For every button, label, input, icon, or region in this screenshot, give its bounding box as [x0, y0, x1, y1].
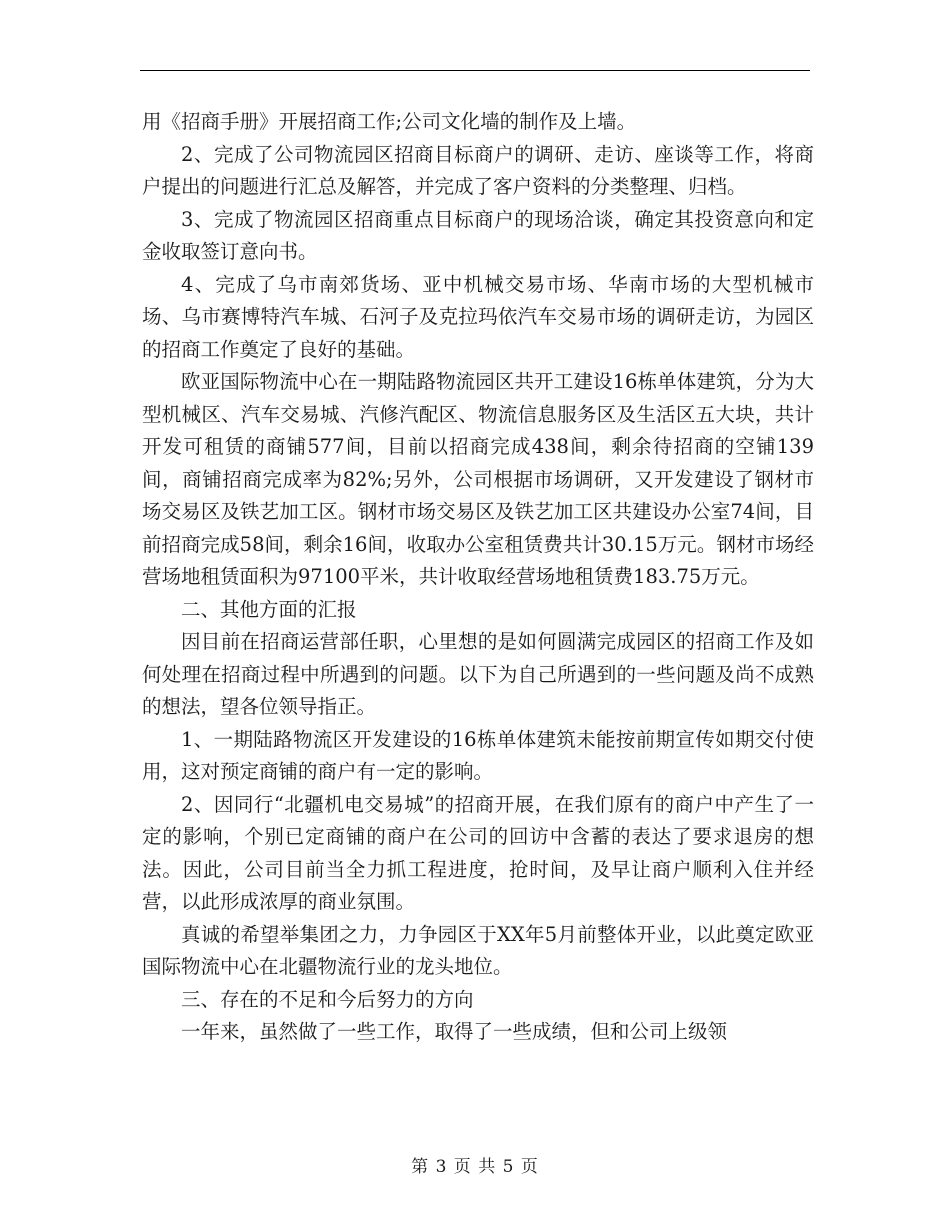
- document-body: [142, 106, 814, 1049]
- paragraph-leasing-summary: 欧亚国际物流中心在一期陆路物流园区共开工建设16栋单体建筑，分为大型机械区、汽车交易城、汽修汽配区、物流信息服务区及生活区五大块，共计开发可租赁的商铺577间，目前以招商完成438间，剩余待招商的空铺139间，商铺招商完成率为82%;另外，公司根据市场调研，又开发建设了钢材市场交易区及铁艺加工区。钢材市场交易区及铁艺加工区共建设办公室74间，目前招商完成58间，剩余16间，收取办公室租赁费共计30.15万元。钢材市场经营场地租赁面积为97100平米，共计收取经营场地租赁费183.75万元。: [142, 370, 814, 588]
- paragraph-item-2: 2、完成了公司物流园区招商目标商户的调研、走访、座谈等工作，将商户提出的问题进行汇总及解答，并完成了客户资料的分类整理、归档。: [142, 142, 814, 198]
- paragraph-summary-start: 一年来，虽然做了一些工作，取得了一些成绩，但和公司上级领: [181, 1020, 728, 1043]
- paragraph-item-3: 3、完成了物流园区招商重点目标商户的现场洽谈，确定其投资意向和定金收取签订意向书。: [142, 207, 814, 263]
- paragraph-item-4: 4、完成了乌市南郊货场、亚中机械交易市场、华南市场的大型机械市场、乌市赛博特汽车城、石河子及克拉玛依汽车交易市场的调研走访，为园区的招商工作奠定了良好的基础。: [142, 272, 814, 361]
- section-heading-3: 三、存在的不足和今后努力的方向: [181, 987, 474, 1011]
- page-footer: 第 3 页 共 5 页: [411, 1157, 539, 1177]
- paragraph-hope: 真诚的希望举集团之力，力争园区于XX年5月前整体开业，以此奠定欧亚国际物流中心在北疆物流行业的龙头地位。: [142, 922, 814, 978]
- paragraph-other-report: 因目前在招商运营部任职，心里想的是如何圆满完成园区的招商工作及如何处理在招商过程中所遇到的问题。以下为自己所遇到的一些问题及尚不成熟的想法，望各位领导指正。: [142, 630, 814, 718]
- paragraph-continuation: 用《招商手册》开展招商工作;公司文化墙的制作及上墙。: [142, 110, 637, 133]
- paragraph-issue-1: 1、一期陆路物流区开发建设的16栋单体建筑未能按前期宣传如期交付使用，这对预定商铺的商户有一定的影响。: [142, 727, 814, 783]
- section-heading-2: 二、其他方面的汇报: [181, 597, 357, 621]
- header-rule: [140, 70, 810, 71]
- paragraph-issue-2: 2、因同行“北疆机电交易城”的招商开展，在我们原有的商户中产生了一定的影响，个别已定商铺的商户在公司的回访中含蓄的表达了要求退房的想法。因此，公司目前当全力抓工程进度，抢时间，及早让商户顺利入住并经营，以此形成浓厚的商业氛围。: [142, 792, 814, 913]
